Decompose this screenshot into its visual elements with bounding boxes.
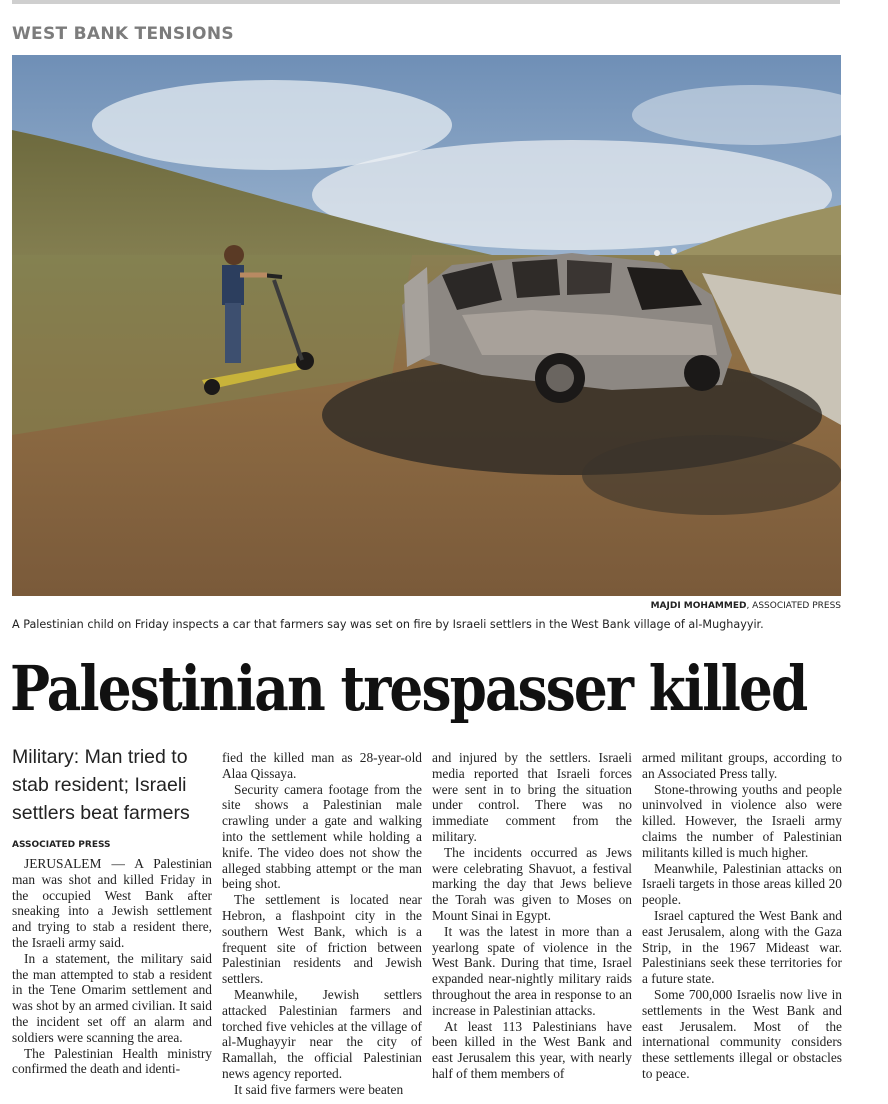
paragraph: The settlement is located near Hebron, a flashpoint city in the southern West Bank, which is a frequent site of friction between Palestinian residents and Jewish settlers.: [222, 892, 422, 987]
paragraph: Security camera footage from the site shows a Palestinian male crawling under a gate and walking into the settlement while holding a knife. The video does not show the alleged stabbing attempt or the man being shot.: [222, 781, 422, 892]
deck: Military: Man tried to stab resident; Israeli settlers beat farmers: [12, 746, 190, 824]
article-column-4: [642, 750, 842, 1082]
photo-caption: A Palestinian child on Friday inspects a car that farmers say was set on fire by Israeli settlers in the West Bank village of al-Mughayyir.: [12, 618, 764, 631]
article-column-1: [12, 856, 212, 1077]
paragraph: fied the killed man as 28-year-old Alaa Qissaya.: [222, 750, 422, 781]
paragraph: It said five farmers were beaten: [234, 1081, 404, 1097]
paragraph: and injured by the settlers. Israeli media reported that Israeli forces were sent in to bring the situation under control. There was no immediate comment from the military.: [432, 750, 632, 844]
article-column-2: [222, 750, 422, 1098]
paragraph: It was the latest in more than a yearlong spate of violence in the West Bank. During that time, Israel expanded near-nightly military raids throughout the area in response to an increase in Palestinian attacks.: [432, 923, 632, 1018]
paragraph: Some 700,000 Israelis now live in settlements in the West Bank and east Jerusalem. Most of the international community considers these settlements illegal or obstacles to peace.: [642, 986, 842, 1081]
top-rule: [12, 0, 840, 4]
photo-credit: [651, 601, 841, 611]
headline: Palestinian trespasser killed: [10, 652, 807, 725]
section-label: WEST BANK TENSIONS: [12, 24, 234, 44]
paragraph: Stone-throwing youths and people uninvolved in violence also were killed. However, the Israeli army claims the number of Palestinian militants killed is much higher.: [642, 781, 842, 860]
article-column-3: [432, 750, 632, 1082]
byline: ASSOCIATED PRESS: [12, 840, 111, 850]
photo-credit-name: MAJDI MOHAMMED: [650, 601, 747, 611]
news-photo: [12, 55, 841, 596]
photo-credit-org: , ASSOCIATED PRESS: [746, 601, 841, 611]
paragraph: At least 113 Palestinians have been killed in the West Bank and east Jerusalem this year, with nearly half of them members of: [432, 1018, 632, 1081]
paragraph: In a statement, the military said the man attempted to stab a resident in the Tene Omarim settlement and was shot by an armed civilian. It said the incident set off an alarm and soldiers were scanning the area.: [12, 950, 212, 1045]
paragraph: Israel captured the West Bank and east Jerusalem, along with the Gaza Strip, in the 1967 Mideast war. Palestinians seek these territories for a future state.: [642, 907, 842, 987]
paragraph: JERUSALEM — A Palestinian man was shot and killed Friday in the occupied West Bank after sneaking into a Jewish settlement and trying to stab a resident there, the Israeli army said.: [12, 856, 212, 950]
paragraph: Meanwhile, Palestinian attacks on Israeli targets in those areas killed 20 people.: [642, 860, 842, 908]
paragraph: The Palestinian Health ministry confirmed the death and identi-: [12, 1045, 212, 1077]
paragraph: armed militant groups, according to an Associated Press tally.: [642, 750, 842, 781]
paragraph: Meanwhile, Jewish settlers attacked Palestinian farmers and torched five vehicles at the village of al-Mughayyir near the city of Ramallah, the official Palestinian news agency reported.: [222, 986, 422, 1081]
paragraph: The incidents occurred as Jews were celebrating Shavuot, a festival marking the day that Jews believe the Torah was given to Moses on Mount Sinai in Egypt.: [432, 844, 632, 923]
